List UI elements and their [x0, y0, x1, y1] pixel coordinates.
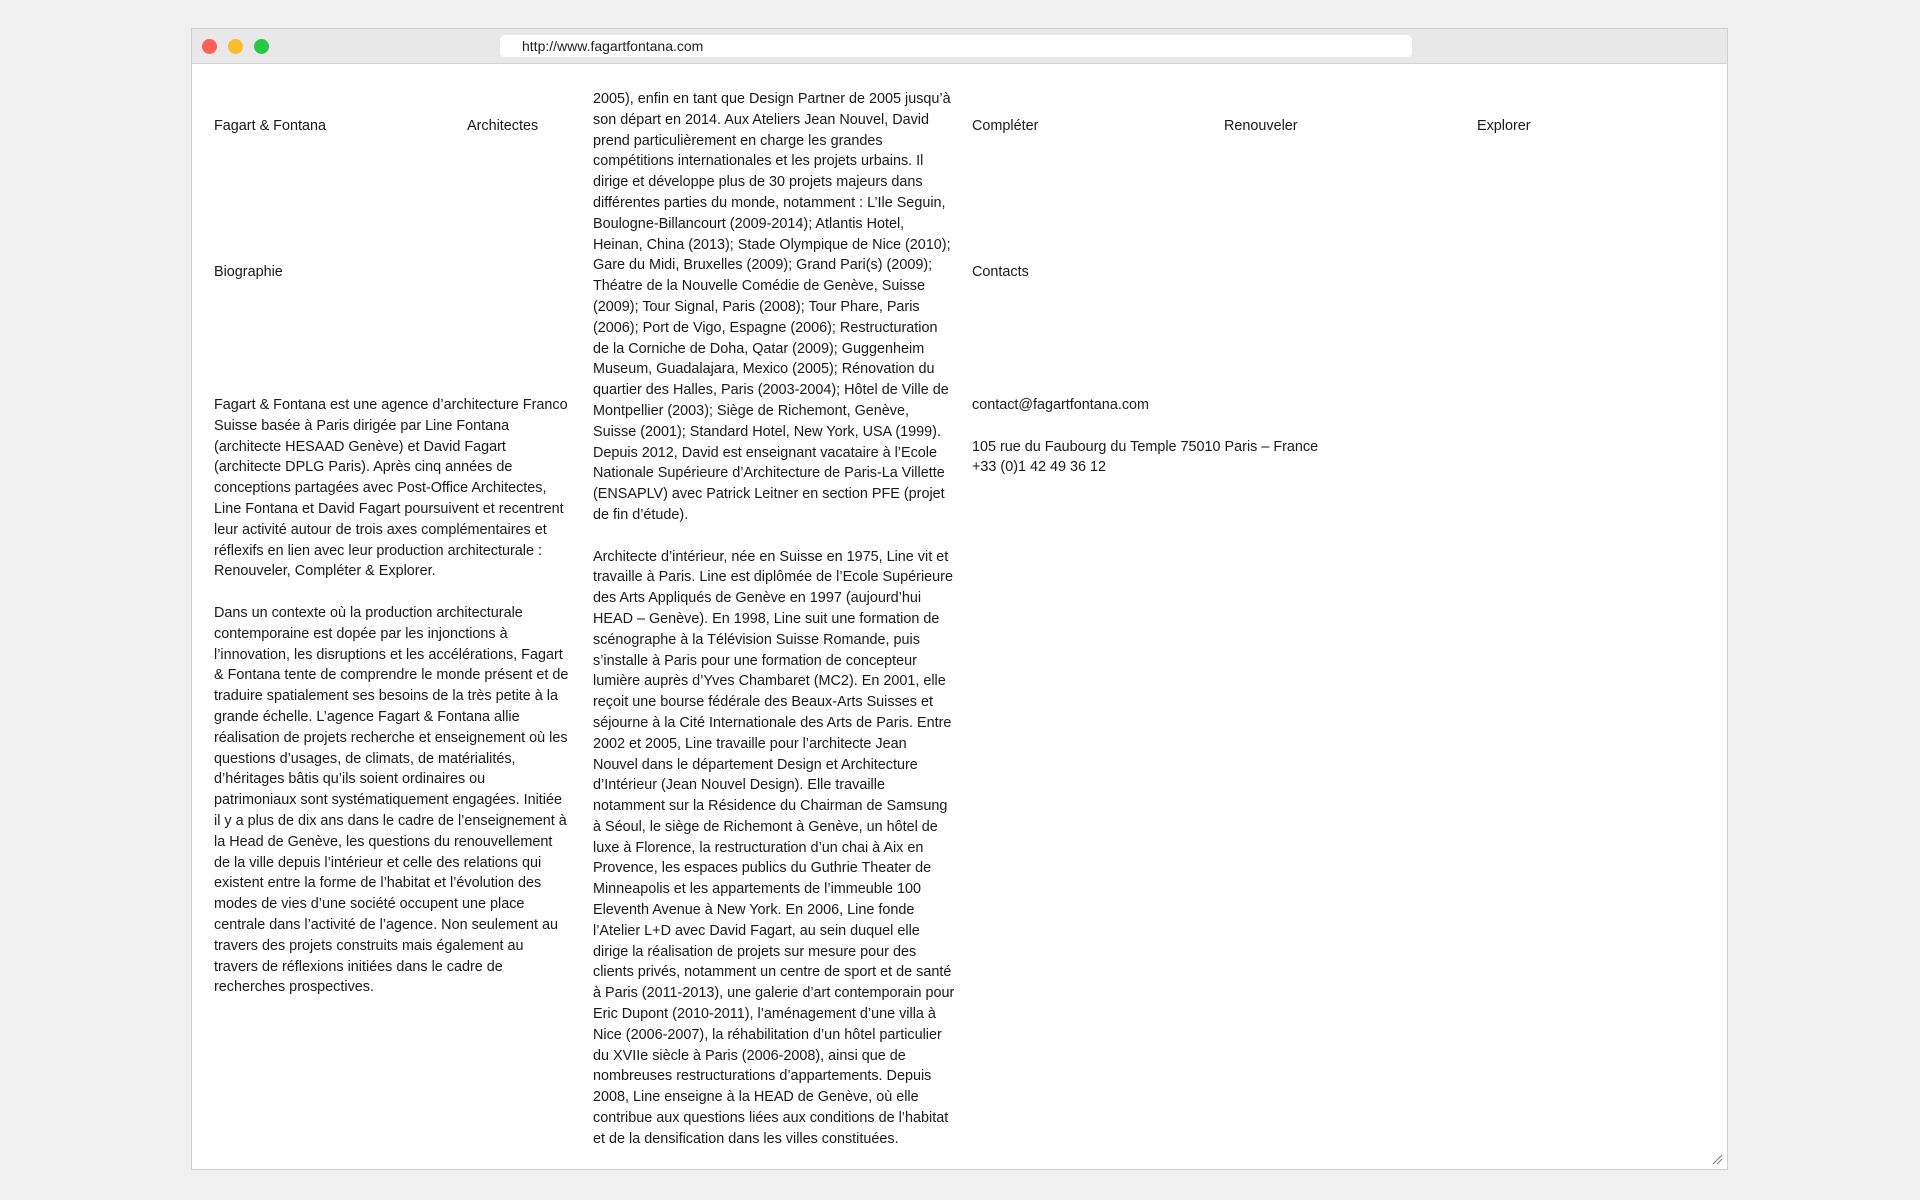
david-fagart-bio: 2005), enfin en tant que Design Partner de 2005 jusqu’à son départ en 2014. Aux Ateliers Jean Nouvel, David prend particulièrement en charge les grandes compétitions internationales et les projets urbains. Il dirige et développe plus de 30 projets majeurs dans différentes parties du monde, notamment : L’Ile Seguin, Boulogne-Billancourt (2009-2014); Atlantis Hotel, Heinan, China (2013); Stade Olympique de Nice (2010); Gare du Midi, Bruxelles (2009); Grand Pari(s) (2009); Théatre de la Nouvelle Comédie de Genève, Suisse (2009); Tour Signal, Paris (2008); Tour Phare, Paris (2006); Port de Vigo, Espagne (2006); Restructuration de la Corniche de Doha, Qatar (2009); Guggenheim Museum, Guadalajara, Mexico (2005); Rénovation du quartier des Halles, Paris (2003-2004); Hôtel de Ville de Montpellier (2003); Siège de Richemont, Genève, Suisse (2001); Standard Hotel, New York, USA (1999). Depuis 2012, David est enseignant vacataire à l’Ecole Nationale Supérieure d’Architecture de Paris-La Villette (ENSAPLV) avec Patrick Leitner en section PFE (projet de fin d’étude). [593, 91, 951, 523]
brand-link[interactable]: Fagart & Fontana [214, 118, 326, 134]
biographie-heading: Biographie [214, 264, 283, 280]
line-fontana-bio: Architecte d’intérieur, née en Suisse en 1975, Line vit et travaille à Paris. Line est diplômée de l’Ecole Supérieure des Arts Appliqués de Genève en 1997 (aujourd’hui HEAD – Genève). En 1998, Line suit une formation de scénographe à la Télévision Suisse Romande, puis s’installe à Paris pour une formation de concepteur lumière auprès d’Yves Chambaret (MC2). En 2001, elle reçoit une bourse fédérale des Beaux-Arts Suisses et séjourne à la Cité Internationale des Arts de Paris. Entre 2002 et 2005, Line travaille pour l’architecte Jean Nouvel dans le département Design et Architecture d’Intérieur (Jean Nouvel Design). Elle travaille notamment sur la Résidence du Chairman de Samsung à Séoul, le siège de Richemont à Genève, un hôtel de luxe à Florence, la restructuration d’un chai à Aix en Provence, les espaces publics du Guthrie Theater de Minneapolis et les appartements de l’immeuble 100 Eleventh Avenue à New York. En 2006, Line fonde l’Atelier L+D avec David Fagart, au sein duquel elle dirige la réalisation de projets sur mesure pour des clients privés, notamment un centre de sport et de santé à Paris (2011-2013), une galerie d’art contemporain pour Eric Dupont (2010-2011), l’aménagement d’une villa à Nice (2006-2007), la réhabilitation d’un hôtel particulier du XVIIe siècle à Paris (2006-2008), ainsi que de nombreuses restructurations d’appartements. Depuis 2008, Line enseigne à la HEAD de Genève, où elle contribue aux questions liées aux conditions de l’habitat et de la densification dans les villes constituées. [593, 548, 955, 1147]
zoom-traffic-light-icon[interactable] [254, 39, 269, 54]
nav-completer[interactable]: Compléter [972, 118, 1039, 134]
contact-email-link[interactable]: contact@fagartfontana.com [972, 397, 1150, 413]
nav-architectes[interactable]: Architectes [467, 118, 539, 134]
nav-renouveler[interactable]: Renouveler [1224, 118, 1298, 134]
biography-paragraph-1: Fagart & Fontana est une agence d’architecture Franco Suisse basée à Paris dirigée par Line Fontana (architecte HESAAD Genève) et David Fagart (architecte DPLG Paris). Après cinq années de conceptions partagées avec Post-Office Architectes, Line Fontana et David Fagart poursuivent et recentrent leur activité autour de trois axes complémentaires et réflexifs en lien avec leur production architecturale : Renouveler, Compléter & Explorer. [214, 397, 568, 580]
contact-address: 105 rue du Faubourg du Temple 75010 Paris – France [972, 438, 1319, 455]
minimize-traffic-light-icon[interactable] [228, 39, 243, 54]
browser-window [191, 28, 1728, 1170]
architects-column [593, 89, 955, 1169]
biography-column [214, 395, 569, 1019]
nav-explorer[interactable]: Explorer [1477, 118, 1531, 134]
contacts-heading: Contacts [972, 264, 1029, 280]
contacts-column [972, 395, 1332, 478]
contact-spacer [972, 416, 1332, 437]
resize-grip-icon[interactable] [1711, 1153, 1723, 1165]
browser-titlebar [192, 29, 1727, 64]
address-bar[interactable]: http://www.fagartfontana.com [500, 35, 1412, 57]
page-content [192, 64, 1727, 1169]
biography-paragraph-2: Dans un contexte où la production architecturale contemporaine est dopée par les injonctions à l’innovation, les disruptions et les accélérations, Fagart & Fontana tente de comprendre le monde présent et de traduire spatialement ses besoins de la très petite à la grande échelle. L’agence Fagart & Fontana allie réalisation de projets recherche et enseignement où les questions d’usages, de climats, de matérialités, d’héritages bâtis qu’ils soient ordinaires ou patrimoniaux sont systématiquement engagées. Initiée il y a plus de dix ans dans le cadre de l’enseignement à la Head de Genève, les questions du renouvellement de la ville depuis l’intérieur et celle des relations qui existent entre la forme de l’habitat et l’évolution des modes de vies d’une société occupent une place centrale dans l’activité de l’agence. Non seulement au travers des projets construits mais également au travers de réflexions initiées dans le cadre de recherches prospectives. [214, 604, 569, 996]
contact-phone[interactable]: +33 (0)1 42 49 36 12 [972, 459, 1107, 476]
close-traffic-light-icon[interactable] [202, 39, 217, 54]
